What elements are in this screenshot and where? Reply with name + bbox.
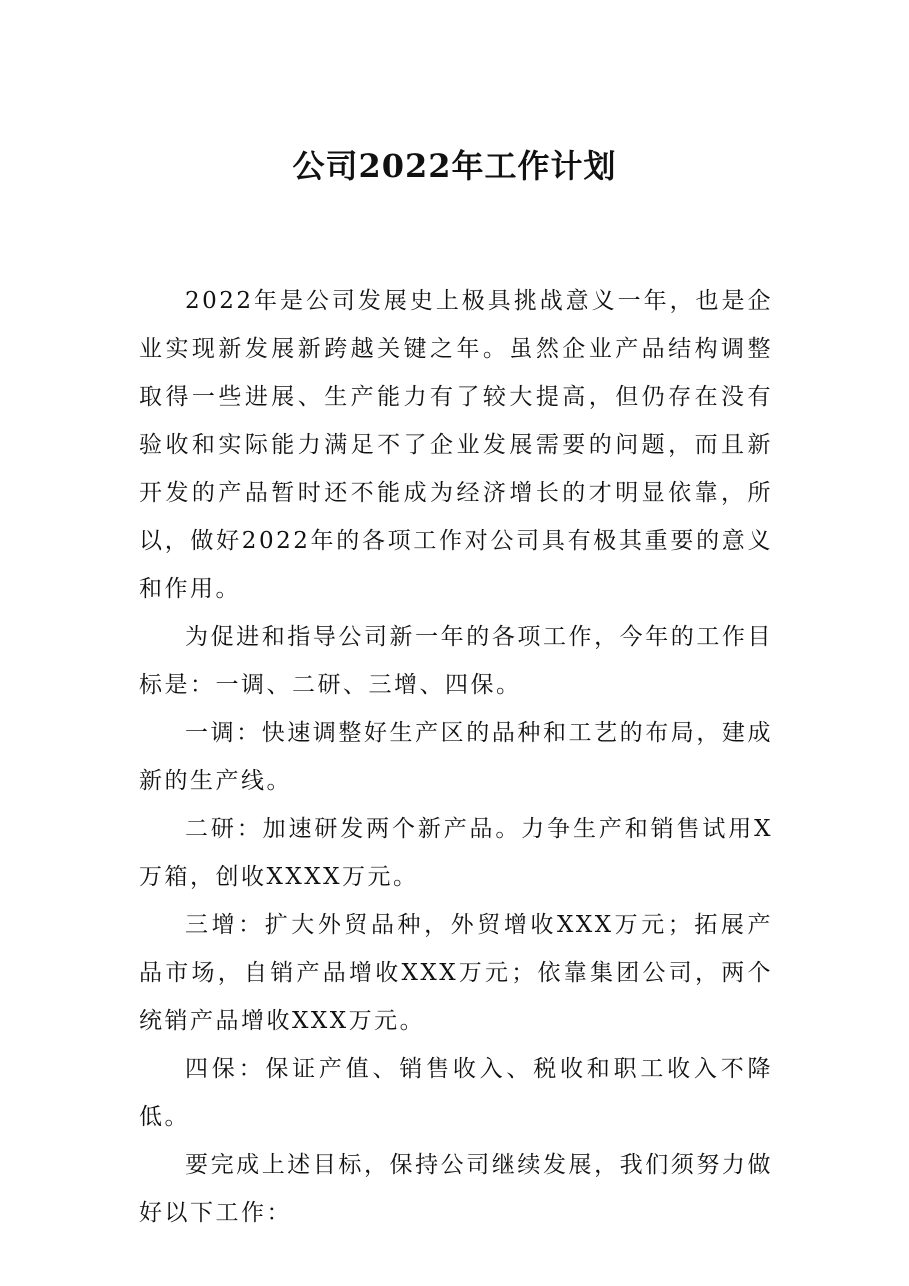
document-body xyxy=(139,277,773,1237)
paragraph-intro: 2022年是公司发展史上极具挑战意义一年，也是企业实现新发展新跨越关键之年。虽然企业产品结构调整取得一些进展、生产能力有了较大提高，但仍存在没有验收和实际能力满足不了企业发展需要的问题，而且新开发的产品暂时还不能成为经济增长的才明显依靠，所以，做好2022年的各项工作对公司具有极其重要的意义和作用。 xyxy=(139,288,773,602)
paragraph-goal-4: 四保：保证产值、销售收入、税收和职工收入不降低。 xyxy=(139,1056,773,1130)
paragraph-goal-3: 三增：扩大外贸品种，外贸增收XXX万元；拓展产品市场，自销产品增收XXX万元；依靠集团公司，两个统销产品增收XXX万元。 xyxy=(139,912,773,1034)
paragraph-conclusion: 要完成上述目标，保持公司继续发展，我们须努力做好以下工作： xyxy=(139,1152,773,1226)
paragraph-goals: 为促进和指导公司新一年的各项工作，今年的工作目标是：一调、二研、三增、四保。 xyxy=(139,624,773,698)
paragraph-goal-1: 一调：快速调整好生产区的品种和工艺的布局，建成新的生产线。 xyxy=(139,720,773,794)
paragraph-goal-2: 二研：加速研发两个新产品。力争生产和销售试用X万箱，创收XXXX万元。 xyxy=(139,816,773,890)
document-title: 公司2022年工作计划 xyxy=(292,147,617,185)
